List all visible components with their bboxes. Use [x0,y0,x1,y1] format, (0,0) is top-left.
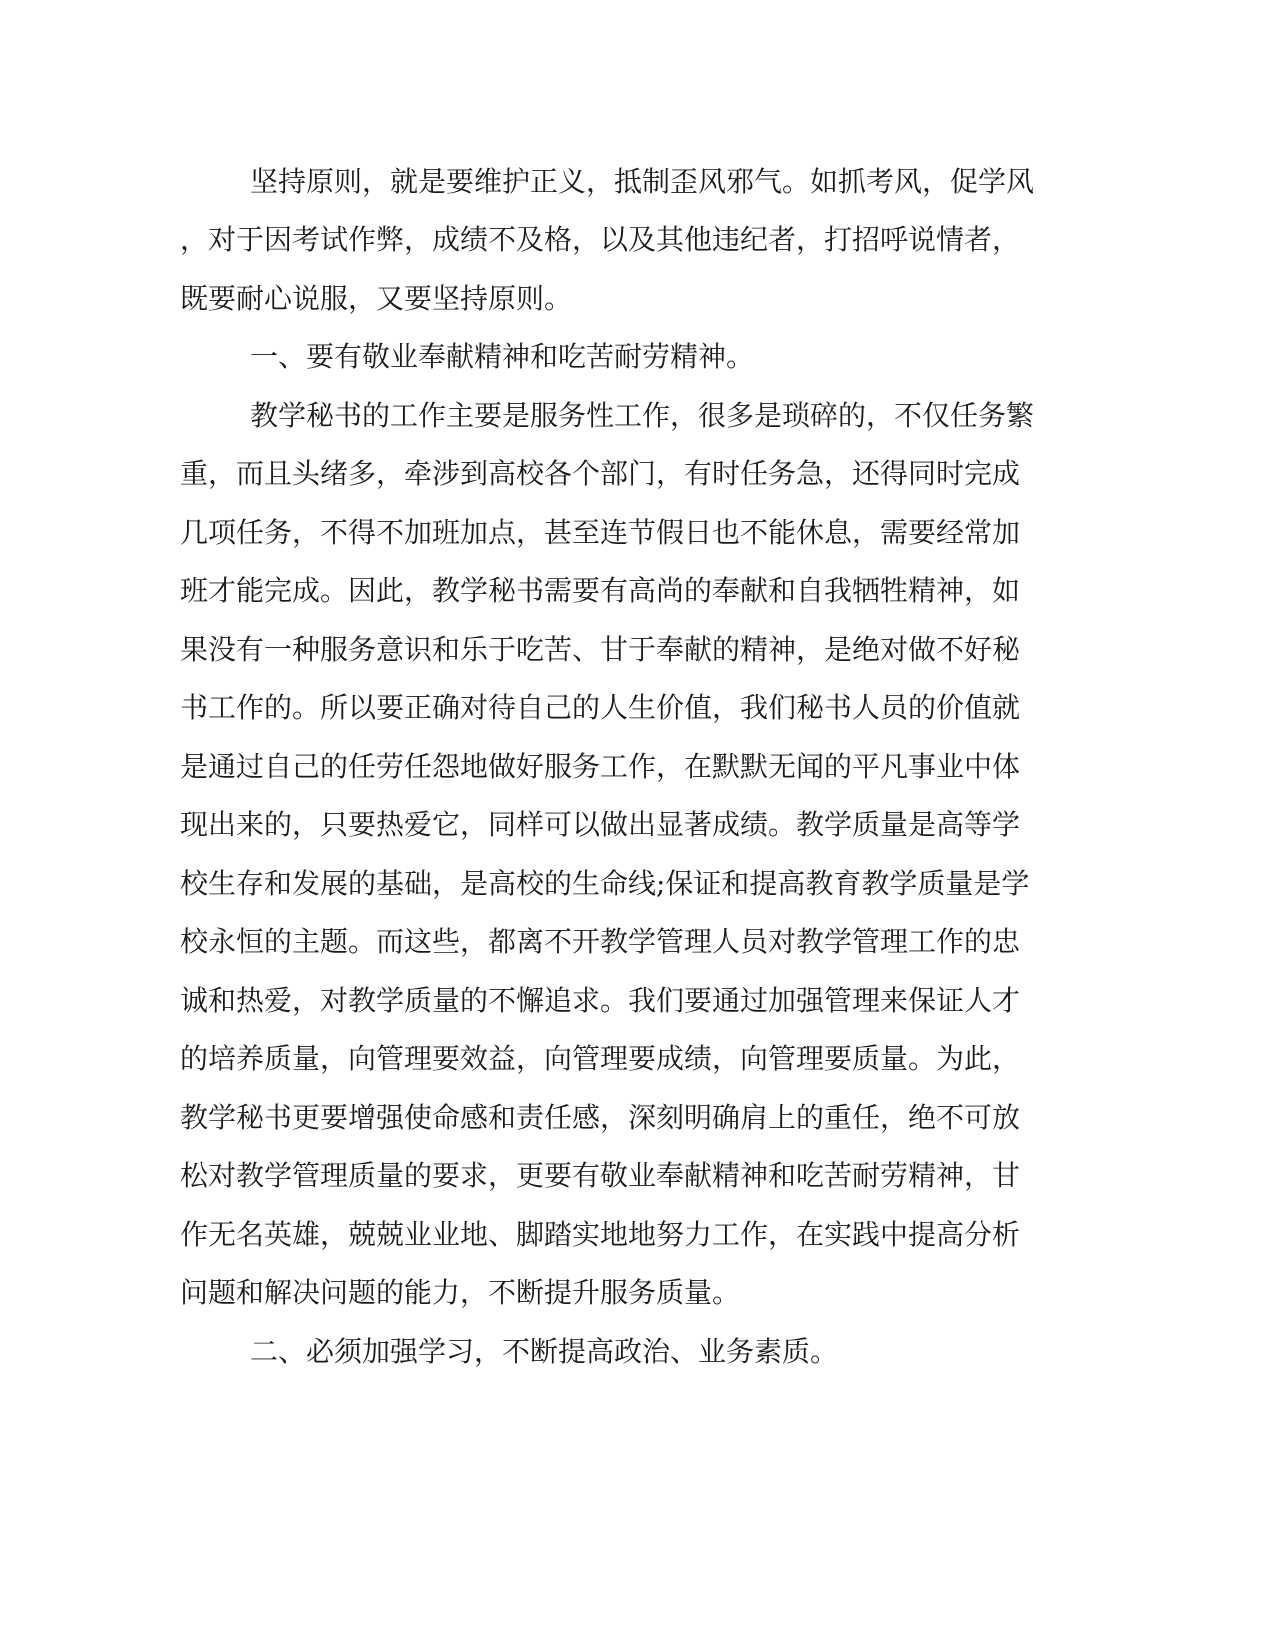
paragraph-2-line-8: 现出来的，只要热爱它，同样可以做出显著成绩。教学质量是高等学 [180,808,1021,841]
section-heading-2: 二、必须加强学习，不断提高政治、业务素质。 [250,1335,839,1368]
paragraph-2-line-1: 教学秘书的工作主要是服务性工作，很多是琐碎的，不仅任务繁 [250,399,1035,432]
paragraph-2-line-16: 问题和解决问题的能力，不断提升服务质量。 [180,1276,741,1309]
paragraph-2-line-14: 松对教学管理质量的要求，更要有敬业奉献精神和吃苦耐劳精神，甘 [180,1159,1021,1192]
paragraph-2-line-13: 教学秘书更要增强使命感和责任感，深刻明确肩上的重任，绝不可放 [180,1101,1021,1134]
paragraph-2-line-4: 班才能完成。因此，教学秘书需要有高尚的奉献和自我牺牲精神，如 [180,574,1021,607]
paragraph-2-line-6: 书工作的。所以要正确对待自己的人生价值，我们秘书人员的价值就 [180,691,1021,724]
section-heading-1: 一、要有敬业奉献精神和吃苦耐劳精神。 [250,340,755,373]
paragraph-2-line-15: 作无名英雄，兢兢业业地、脚踏实地地努力工作，在实践中提高分析 [180,1218,1021,1251]
paragraph-2-line-11: 诚和热爱，对教学质量的不懈追求。我们要通过加强管理来保证人才 [180,984,1021,1017]
paragraph-2-line-9: 校生存和发展的基础，是高校的生命线;保证和提高教育教学质量是学 [180,867,1030,900]
paragraph-2-line-12: 的培养质量，向管理要效益，向管理要成绩，向管理要质量。为此， [180,1042,1021,1075]
paragraph-2-line-7: 是通过自己的任劳任怨地做好服务工作，在默默无闻的平凡事业中体 [180,750,1021,783]
paragraph-1-line-2: ，对于因考试作弊，成绩不及格，以及其他违纪者，打招呼说情者， [180,223,1021,256]
paragraph-2-line-10: 校永恒的主题。而这些，都离不开教学管理人员对教学管理工作的忠 [180,925,1021,958]
paragraph-1-line-3: 既要耐心说服，又要坚持原则。 [180,282,573,315]
paragraph-1-line-1: 坚持原则，就是要维护正义，抵制歪风邪气。如抓考风，促学风 [250,165,1035,198]
paragraph-2-line-5: 果没有一种服务意识和乐于吃苦、甘于奉献的精神，是绝对做不好秘 [180,633,1021,666]
paragraph-2-line-2: 重，而且头绪多，牵涉到高校各个部门，有时任务急，还得同时完成 [180,457,1021,490]
paragraph-2-line-3: 几项任务，不得不加班加点，甚至连节假日也不能休息，需要经常加 [180,516,1021,549]
